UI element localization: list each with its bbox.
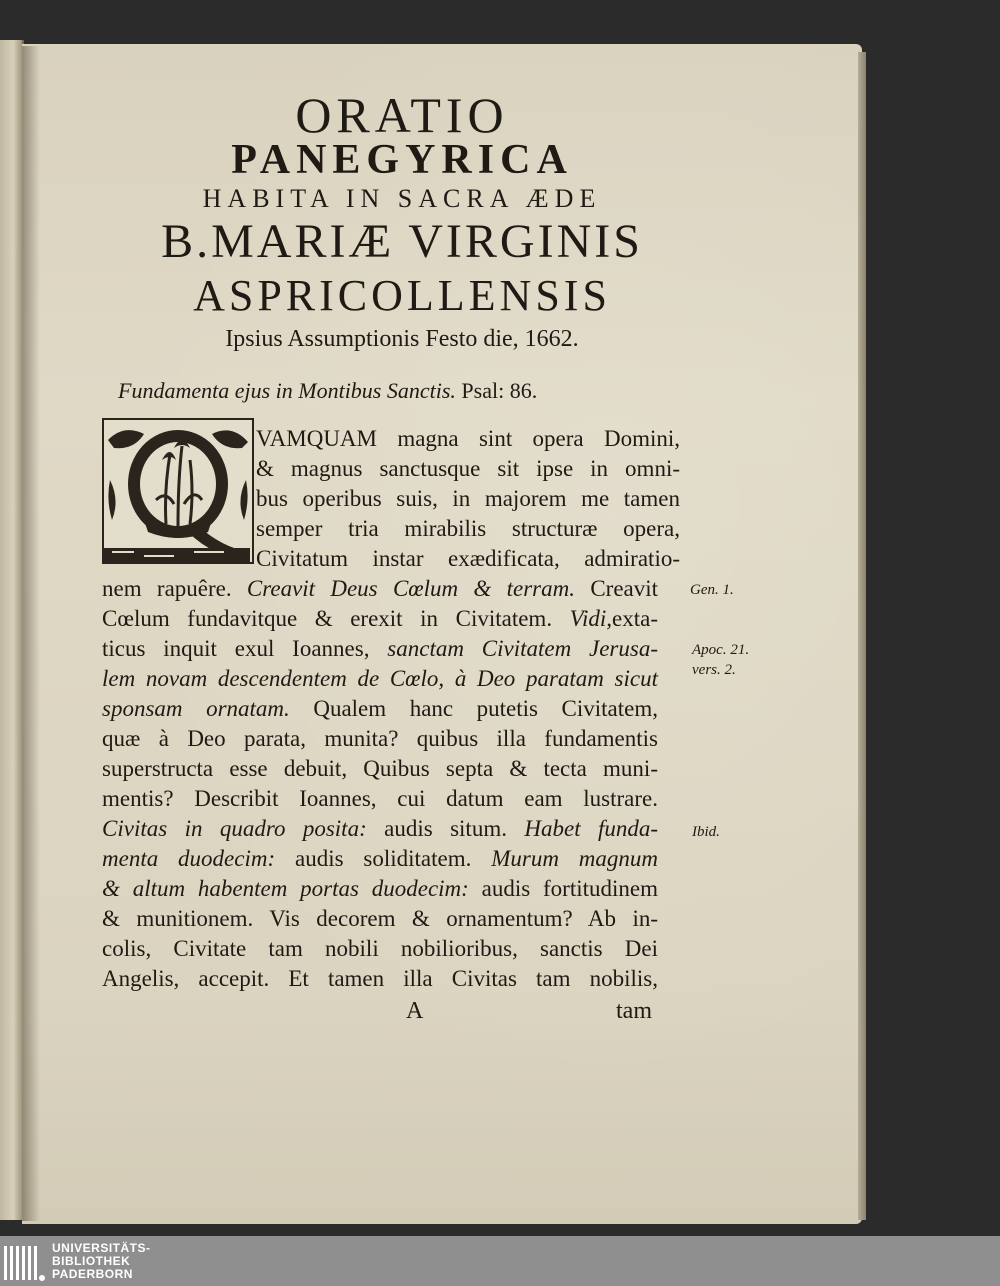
text-run: ticus inquit exul Ioannes, [102,636,370,661]
text-run: audis soliditatem. [295,846,472,871]
epigraph-reference: Psal: 86. [461,378,538,403]
margin-note-gen: Gen. 1. [690,582,734,598]
scripture-quote: sponsam ornatam. [102,696,290,721]
library-logo-icon [4,1242,46,1282]
text-line: quæ à Deo parata, munita? quibus illa fundamentis [102,726,658,751]
text-line: Angelis, accepit. Et tamen illa Civitas tam nobilis, [102,966,658,991]
text-line [102,636,658,662]
library-footer [0,1236,1000,1286]
margin-note-ibid: Ibid. [692,824,720,840]
text-line: semper tria mirabilis structuræ opera, [256,516,680,541]
text-line [102,876,658,902]
scripture-quote: Civitas in quadro posita: [102,816,367,841]
margin-note-apoc: Apoc. 21. [692,642,750,658]
text-run: nem rapuêre. [102,576,232,601]
title-aspricollensis: ASPRICOLLENSIS [193,271,611,320]
library-name-line: BIBLIOTHEK [52,1254,131,1268]
library-name-line: PADERBORN [52,1267,133,1281]
page-content [22,44,862,1224]
scripture-quote: Creavit Deus Cœlum & terram. [246,576,575,601]
text-line: Civitatum instar exædificata, admiratio- [256,546,680,571]
library-name-line: UNIVERSITÄTS- [52,1241,151,1255]
margin-note-vers: vers. 2. [692,662,736,678]
title-mariae-virginis: B.MARIÆ VIRGINIS [161,215,643,268]
signature-mark: A [406,998,424,1024]
text-run: Cœlum fundavitque & erexit in Civitatem. [102,606,553,631]
text-line: colis, Civitate tam nobili nobilioribus, sanctis Dei [102,936,658,961]
book-page [22,44,862,1224]
text-line: & magnus sanctusque sit ipse in omni- [256,456,680,481]
text-run: Creavit [590,576,659,601]
scripture-quote: Vidi, [569,606,613,631]
text-line [102,816,658,842]
text-run: audis situm. [384,816,507,841]
title-oratio: ORATIO [295,87,509,143]
text-line: superstructa esse debuit, Quibus septa & tecta muni- [102,756,658,781]
library-name [52,1242,151,1281]
scripture-quote: menta duodecim: [102,846,276,871]
scripture-quote: Murum magnum [491,846,659,871]
catchword: tam [616,998,652,1024]
epigraph [118,378,537,404]
text-line [102,696,658,722]
text-line: bus operibus suis, in majorem me tamen [256,486,680,511]
text-line [102,606,658,632]
spine-shadow [22,46,40,1221]
text-line: mentis? Describit Ioannes, cui datum eam lustrare. [102,786,658,811]
title-date-line: Ipsius Assumptionis Festo die, 1662. [225,326,579,352]
text-line: & munitionem. Vis decorem & ornamentum? Ab in- [102,906,658,931]
title-panegyrica: PANEGYRICA [231,137,573,183]
text-line [102,576,658,602]
woodcut-initial-q-icon [102,418,254,564]
epigraph-text: Fundamenta ejus in Montibus Sanctis. [118,378,456,403]
page-edge-right [858,52,866,1220]
text-line: lem novam descendentem de Cœlo, à Deo paratam sicut [102,666,658,691]
text-run: exta- [612,606,658,631]
scripture-quote: sanctam Civitatem Jerusa- [387,636,658,661]
title-habita: HABITA IN SACRA ÆDE [202,184,602,213]
text-line: VAMQUAM magna sint opera Domini, [256,426,680,451]
scripture-quote: & altum habentem portas duodecim: [102,876,469,901]
text-run: audis fortitudinem [481,876,658,901]
text-line [102,846,658,872]
text-run: Qualem hanc putetis Civitatem, [313,696,658,721]
scripture-quote: Habet funda- [524,816,659,841]
facing-page-edge [0,40,24,1220]
